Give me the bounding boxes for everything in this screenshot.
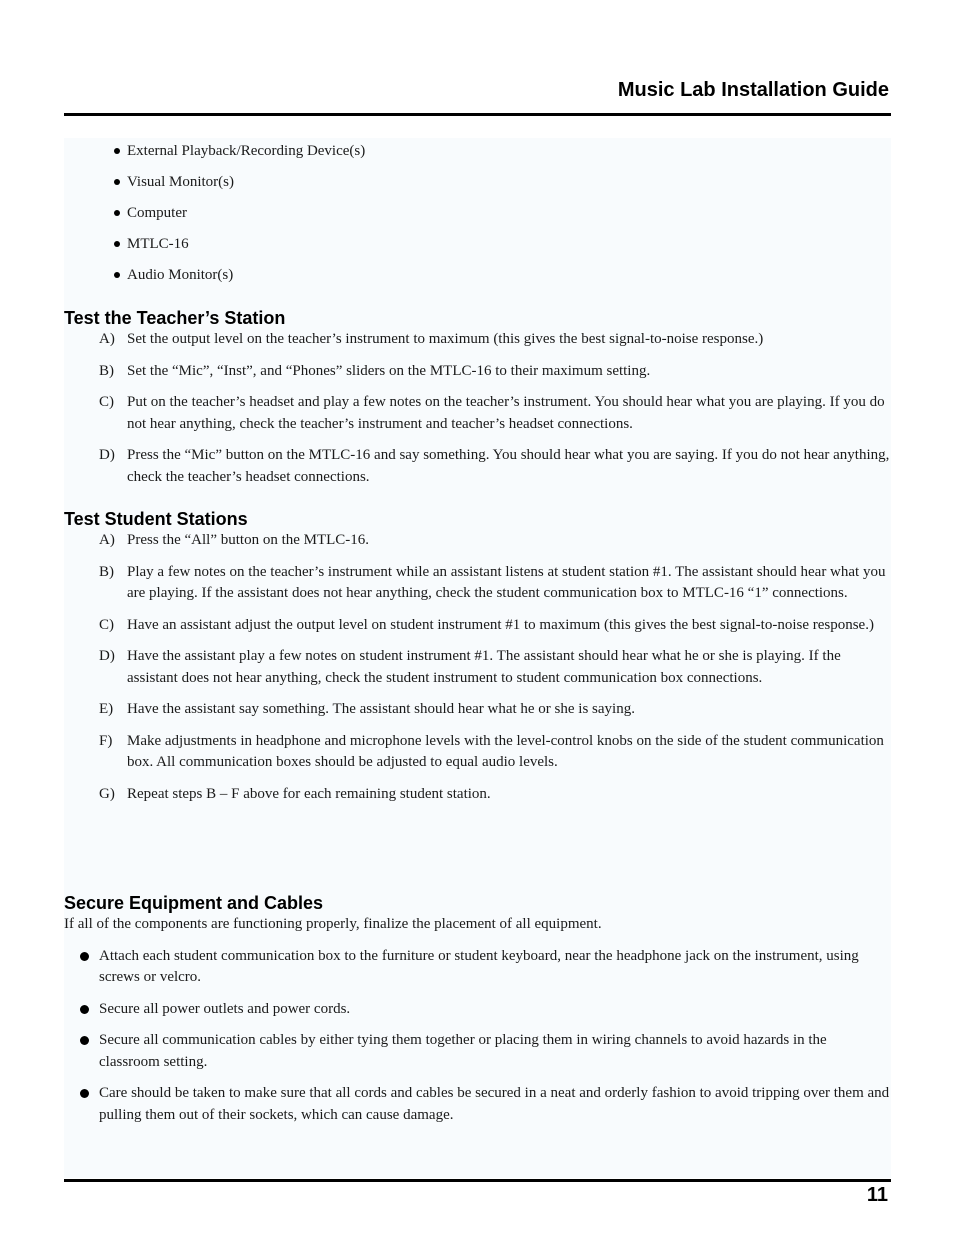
step-item: [64, 699, 890, 721]
step-mark: D): [99, 648, 115, 664]
list-item: Computer: [112, 203, 872, 225]
student-stations-steps: [64, 530, 890, 805]
step-mark: G): [99, 785, 115, 802]
student-stations-section: [64, 508, 890, 815]
step-item: [64, 731, 890, 774]
step-text: Make adjustments in headphone and microphone levels with the level-control knobs on the side of the student communication box. All communication boxes should be adjusted to equal audio levels.: [127, 732, 884, 770]
page-number: 11: [866, 1184, 888, 1206]
step-item: [64, 562, 890, 605]
list-item: Attach each student communication box to the furniture or student keyboard, near the headphone jack on the instrument, using screws or velcro.: [64, 946, 890, 989]
list-item: External Playback/Recording Device(s): [112, 141, 872, 163]
step-text: Set the “Mic”, “Inst”, and “Phones” sliders on the MTLC-16 to their maximum setting.: [127, 362, 651, 379]
step-item: [64, 530, 890, 552]
step-item: [64, 445, 890, 488]
section-heading-teacher-station: Test the Teacher’s Station: [64, 308, 286, 328]
list-item: MTLC-16: [112, 234, 872, 256]
step-text: Press the “Mic” button on the MTLC-16 and say something. You should hear what you are saying. If you do not hear anything, check the teacher’s headset connections.: [127, 447, 890, 485]
page-header-title: Music Lab Installation Guide: [617, 79, 889, 101]
step-text: Have the assistant say something. The assistant should hear what he or she is saying.: [127, 701, 635, 717]
teacher-station-steps: [64, 329, 890, 488]
list-item: Visual Monitor(s): [112, 172, 872, 194]
section-heading-secure-equipment: Secure Equipment and Cables: [64, 893, 324, 913]
step-item: [64, 646, 890, 689]
list-item: Secure all communication cables by either tying them together or placing them in wiring channels to avoid hazards in the classroom setting.: [64, 1030, 890, 1073]
step-mark: D): [99, 447, 115, 463]
section-heading-student-stations: Test Student Stations: [64, 509, 248, 529]
step-item: [64, 784, 890, 806]
step-text: Set the output level on the teacher’s instrument to maximum (this gives the best signal-to-noise response.): [127, 331, 764, 347]
secure-equipment-section: [64, 892, 890, 1136]
equipment-list: [112, 141, 872, 296]
list-item: Secure all power outlets and power cords.: [64, 999, 890, 1021]
step-item: [64, 329, 890, 351]
step-mark: F): [99, 732, 113, 749]
footer-rule: [64, 1179, 891, 1182]
step-text: Put on the teacher’s headset and play a few notes on the teacher’s instrument. You should hear what you are playing. If you do not hear anything, check the teacher’s instrument and teacher’s headset connections.: [127, 394, 885, 432]
secure-bullets: [64, 946, 890, 1127]
step-mark: A): [99, 532, 115, 548]
step-text: Have an assistant adjust the output level on student instrument #1 to maximum (this gives the best signal-to-noise response.): [127, 616, 874, 633]
step-text: Have the assistant play a few notes on student instrument #1. The assistant should hear what he or she is playing. If the assistant does not hear anything, check the student instrument to student communication box connections.: [127, 648, 841, 686]
step-mark: B): [99, 362, 114, 379]
step-item: [64, 361, 890, 383]
step-mark: E): [99, 701, 114, 717]
step-mark: B): [99, 563, 114, 580]
step-item: [64, 392, 890, 435]
step-item: [64, 615, 890, 637]
step-mark: C): [99, 616, 114, 633]
list-item: Care should be taken to make sure that all cords and cables be secured in a neat and orderly fashion to avoid tripping over them and pulling them out of their sockets, which can cause damage.: [64, 1083, 890, 1126]
step-mark: C): [99, 394, 114, 410]
header-rule: [64, 113, 891, 116]
step-text: Press the “All” button on the MTLC-16.: [127, 532, 370, 548]
step-text: Play a few notes on the teacher’s instrument while an assistant listens at student station #1. The assistant should hear what you are playing. If the assistant does not hear anything, check the student communication box to MTLC-16 “1” connections.: [127, 563, 886, 601]
list-item: Audio Monitor(s): [112, 265, 872, 287]
teacher-station-section: [64, 307, 890, 498]
step-text: Repeat steps B – F above for each remaining student station.: [127, 785, 491, 802]
section-intro: If all of the components are functioning properly, finalize the placement of all equipment.: [64, 916, 602, 932]
step-mark: A): [99, 331, 115, 347]
